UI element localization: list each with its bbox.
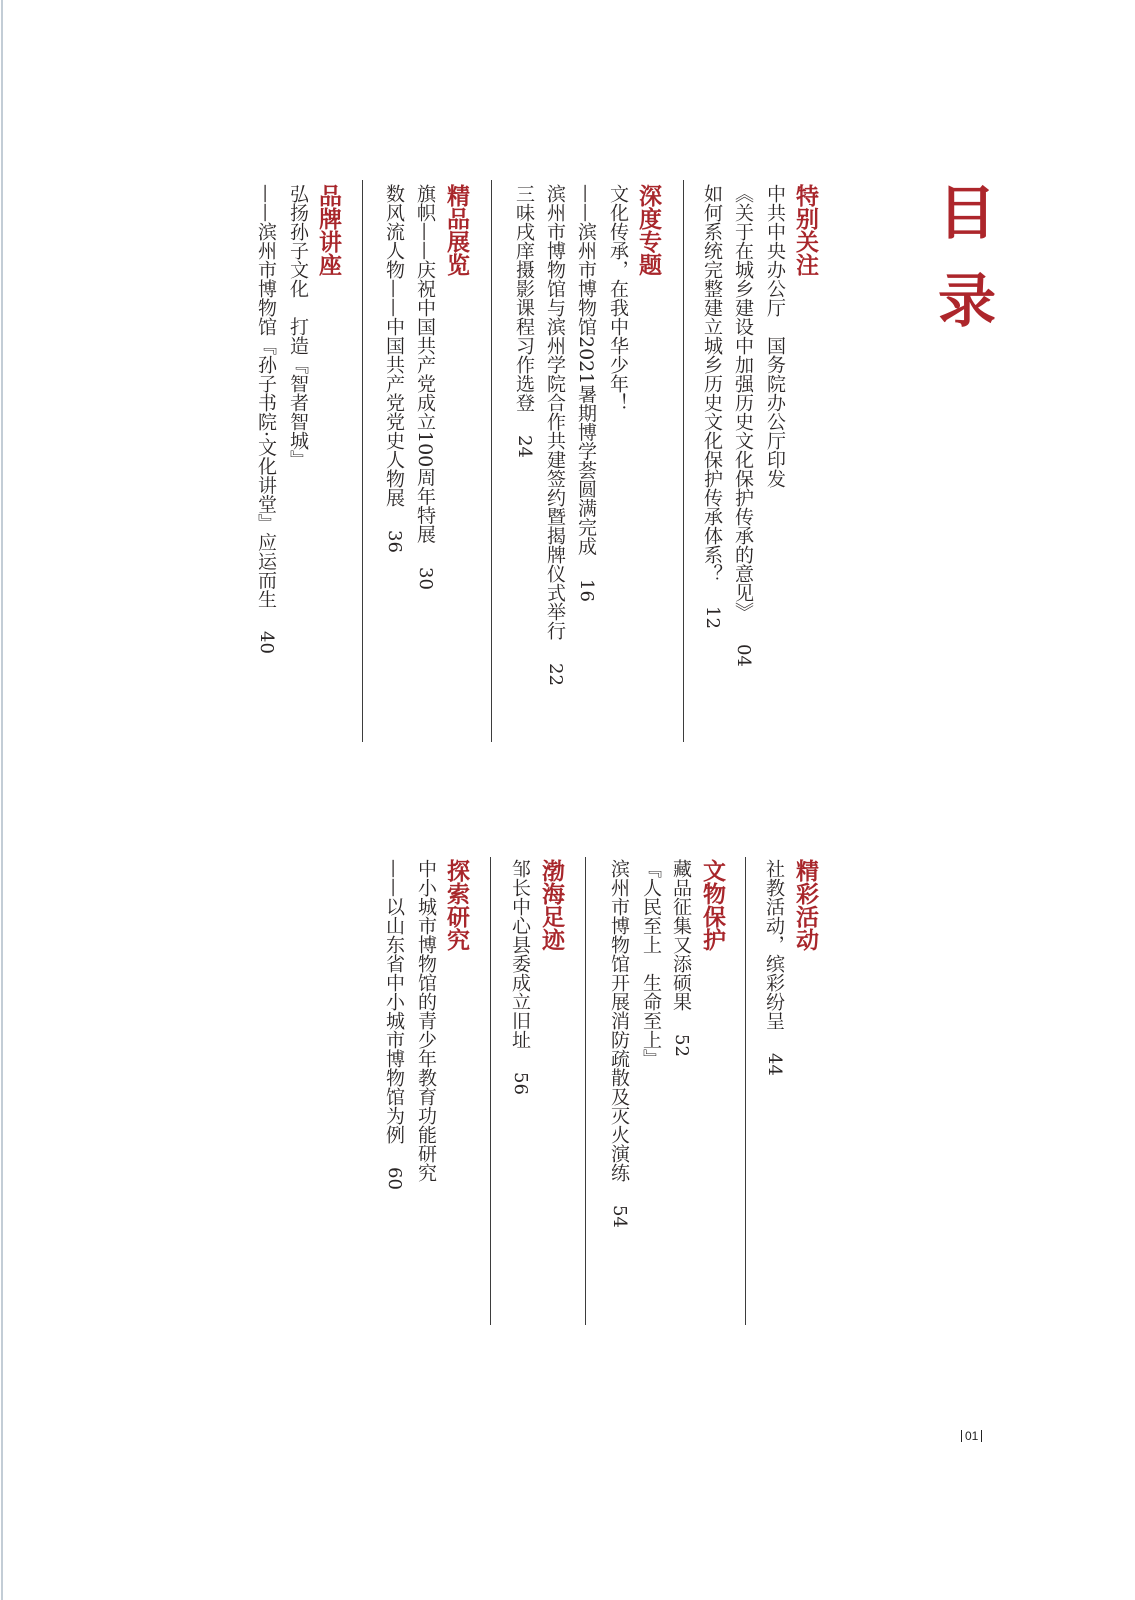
toc-line-text: 滨州市博物馆与滨州学院合作共建签约暨揭牌仪式举行 [544, 184, 566, 640]
section-special-focus [697, 184, 820, 667]
section-heading: 精彩活动 [792, 859, 819, 951]
toc-line-text: 中共中央办公厅 国务院办公厅印发 [764, 184, 786, 488]
column-divider [362, 180, 363, 742]
toc-line-text: 三味戌庠摄影课程习作选登 [513, 184, 535, 412]
toc-line-text: 如何系统完整建立城乡历史文化保护传承体系？ [701, 184, 723, 583]
page-ref: 30 [415, 566, 436, 590]
toc-line-text: 数风流人物——中国共产党党史人物展 [383, 184, 405, 507]
section-heading: 品牌讲座 [315, 184, 342, 276]
toc-line-text: 『人民至上 生命至上』 [640, 859, 662, 1068]
column-divider [745, 857, 746, 1325]
toc-line-text: 邹长中心县委成立旧址 [509, 859, 531, 1049]
page-ref: 16 [576, 578, 597, 602]
toc-line-text: 文化传承，在我中华少年！ [607, 184, 629, 412]
page-ref: 60 [384, 1167, 405, 1191]
column-divider [585, 857, 586, 1325]
toc-line [410, 859, 441, 1190]
column-divider [683, 180, 684, 742]
page-ref: 54 [609, 1205, 630, 1229]
page-title: 目录 [928, 182, 996, 358]
toc-line [604, 859, 635, 1228]
section-conservation [604, 859, 727, 1228]
toc-line [602, 184, 633, 686]
column-divider [491, 180, 492, 742]
page-ref: 56 [510, 1072, 531, 1096]
page-ref: 12 [702, 606, 723, 630]
toc-line-text: 中小城市博物馆的青少年教育功能研究 [415, 859, 437, 1182]
section-in-depth [509, 184, 663, 686]
page-edge [1, 0, 3, 1600]
section-exhibitions [379, 184, 471, 590]
toc-line [379, 859, 410, 1190]
section-research [379, 859, 471, 1190]
toc-line-text: 滨州市博物馆开展消防疏散及灭火演练 [608, 859, 630, 1182]
section-heading: 渤海足迹 [538, 859, 565, 951]
page-ref: 22 [545, 663, 566, 687]
toc-line-text: 社教活动，缤彩纷呈 [763, 859, 785, 1030]
page-ref: 40 [256, 631, 277, 655]
section-lectures [251, 184, 343, 654]
toc-line [666, 859, 697, 1228]
toc-line [697, 184, 728, 667]
toc-line-text: 《关于在城乡建设中加强历史文化保护传承的意见》 [732, 184, 754, 621]
page-ref: 36 [384, 530, 405, 554]
page-ref: 04 [733, 644, 754, 668]
toc-line-text: ——滨州市博物馆『孙子书院·文化讲堂』应运而生 [255, 184, 277, 609]
section-heading: 精品展览 [443, 184, 470, 276]
toc-line [505, 859, 536, 1095]
toc-line [728, 184, 759, 667]
section-activities [759, 859, 820, 1076]
toc-line [759, 859, 790, 1076]
toc-line-text: 旗帜——庆祝中国共产党成立100周年特展 [414, 184, 436, 544]
toc-line [635, 859, 666, 1228]
toc-line [759, 184, 790, 667]
page-number: 01 [961, 1430, 982, 1442]
page-ref: 44 [764, 1053, 785, 1077]
section-heading: 探索研究 [443, 859, 470, 951]
section-bohai-footprints [505, 859, 566, 1095]
toc-line [509, 184, 540, 686]
toc-line-text: ——以山东省中小城市博物馆为例 [383, 859, 405, 1144]
toc-line [540, 184, 571, 686]
toc-line-text: 藏品征集又添硕果 [670, 859, 692, 1011]
toc-line-text: 弘扬孙子文化 打造『智者智城』 [287, 184, 309, 469]
section-heading: 深度专题 [635, 184, 662, 276]
toc-line [410, 184, 441, 590]
column-divider [490, 857, 491, 1325]
page-ref: 24 [514, 435, 535, 459]
section-heading: 特别关注 [792, 184, 819, 276]
toc-line [571, 184, 602, 686]
page-ref: 52 [671, 1034, 692, 1058]
toc-line [282, 184, 313, 654]
toc-line-text: ——滨州市博物馆2021暑期博学荟圆满完成 [575, 184, 597, 556]
section-heading: 文物保护 [699, 859, 726, 951]
toc-line [251, 184, 282, 654]
toc-line [379, 184, 410, 590]
